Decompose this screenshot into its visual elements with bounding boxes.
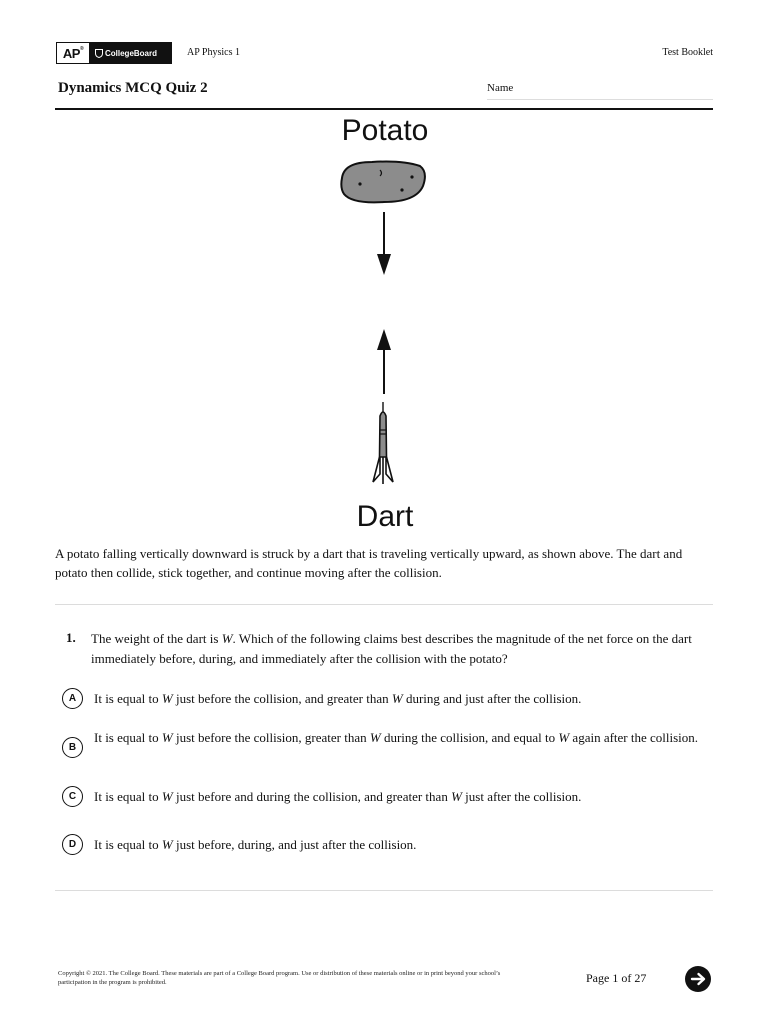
ap-collegeboard-logo [56,42,172,64]
booklet-label: Test Booklet [662,47,713,58]
question-text: The weight of the dart is W. Which of the following claims best describes the magnitude of the net force on the dart immediately before, during, and immediately after the collision with the potato? [91,631,692,666]
answer-option-b[interactable] [62,728,713,758]
answer-bubble-b[interactable]: B [62,737,83,758]
divider [55,890,713,891]
page-number: Page 1 of 27 [586,971,647,985]
answer-text-d: It is equal to W just before, during, and just after the collision. [94,837,417,852]
upward-velocity-arrow [377,329,391,394]
question-number: 1. [66,630,76,645]
course-name: AP Physics 1 [187,47,240,58]
figure-drawing [280,112,490,542]
name-field-line[interactable] [487,99,713,100]
potato-dart-figure [280,112,490,542]
answer-option-d[interactable] [62,835,713,855]
answer-option-c[interactable] [62,787,713,807]
name-field-label: Name [487,82,514,94]
downward-velocity-arrow [377,212,391,275]
arrow-right-circle-icon [685,966,711,992]
answer-option-a[interactable] [62,689,713,709]
potato-icon [341,162,425,203]
copyright-notice: Copyright © 2021. The College Board. These materials are part of a College Board program. Use or distribution of these materials online or in print beyond your school’s participation in the program is prohibited. [58,970,501,986]
figure-label-potato: Potato [341,114,429,147]
answer-bubble-a[interactable]: A [62,688,83,709]
dart-icon [373,402,393,484]
answer-text-b: It is equal to W just before the collision, greater than W during the collision, and equal to W again after the collision. [94,730,699,745]
header-rule [55,108,713,110]
answer-text-a: It is equal to W just before the collision, and greater than W during and just after the collision. [94,691,582,706]
answer-text-c: It is equal to W just before and during the collision, and greater than W just after the collision. [94,789,582,804]
ap-logo-mark: AP ® [57,43,89,63]
page-title: Dynamics MCQ Quiz 2 [58,80,208,96]
figure-label-dart: Dart [356,500,414,533]
page-header [56,42,713,64]
shield-icon [95,49,103,58]
collegeboard-wordmark: CollegeBoard [89,43,171,63]
divider [55,604,713,605]
question-stem: A potato falling vertically downward is struck by a dart that is traveling vertically upward, as shown above. The dart and potato then collide, stick together, and continue moving after the collision. [55,546,683,580]
answer-bubble-c[interactable]: C [62,786,83,807]
next-page-button[interactable] [685,966,711,992]
answer-bubble-d[interactable]: D [62,834,83,855]
